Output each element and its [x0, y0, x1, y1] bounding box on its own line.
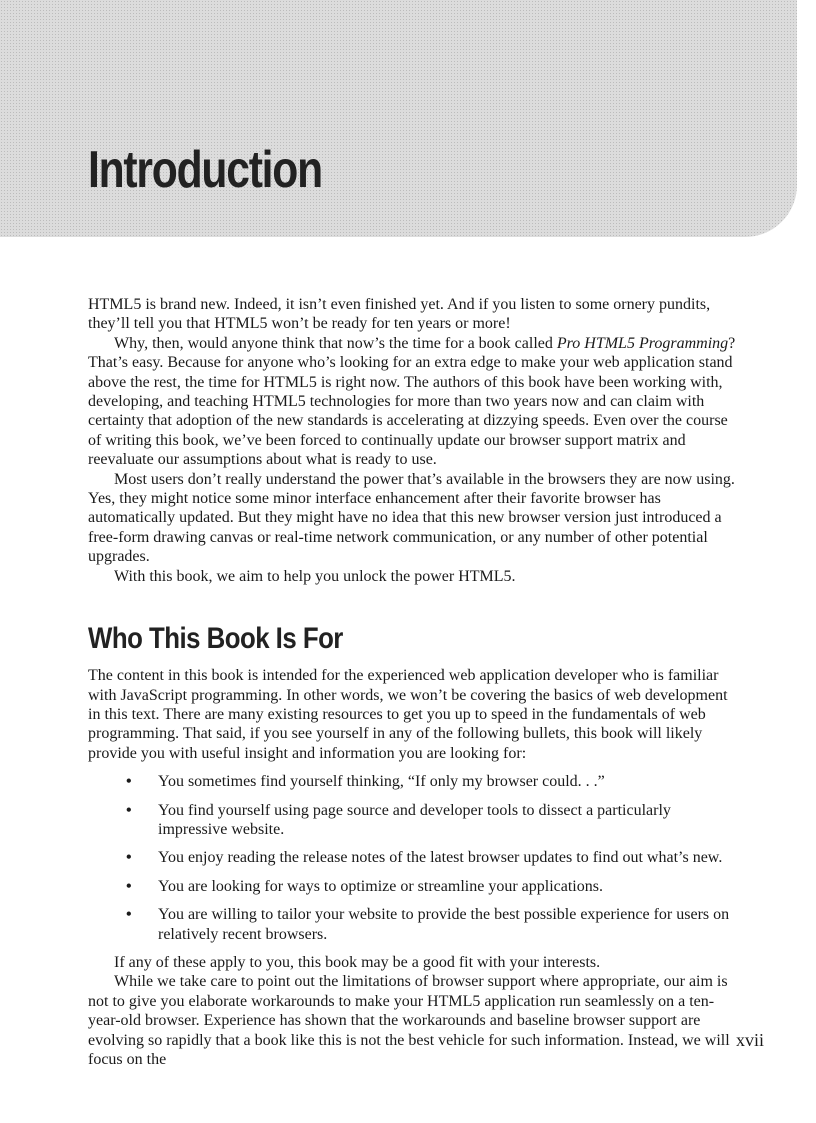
bullet-text: You are willing to tailor your website to provide the best possible experience for users on relatively recent browsers.: [158, 906, 730, 943]
bullet-item: [88, 801, 738, 840]
body-text: [88, 295, 738, 1069]
bullet-item: [88, 877, 738, 896]
intro-paragraph-1: HTML5 is brand new. Indeed, it isn’t even finished yet. And if you listen to some ornery pundits, they’ll tell you that HTML5 won’t be ready for ten years or more!: [88, 296, 711, 333]
intro-paragraph-2-text-a: Why, then, would anyone think that now’s the time for a book called: [114, 334, 557, 352]
bullet-item: [88, 772, 738, 791]
page-number: xvii: [735, 1030, 764, 1050]
bullet-text: You sometimes find yourself thinking, “If only my browser could. . .”: [158, 773, 605, 791]
bullet-icon: •: [126, 849, 132, 867]
intro-paragraph-4: With this book, we aim to help you unlock the power HTML5.: [114, 567, 516, 585]
intro-paragraph-2: [88, 334, 738, 470]
bullet-text: You are looking for ways to optimize or streamline your applications.: [158, 877, 603, 895]
chapter-title: Introduction: [88, 141, 322, 199]
section-heading: Who This Book Is For: [88, 622, 343, 656]
bullet-list: [88, 772, 738, 944]
book-title: Pro HTML5 Programming: [556, 334, 729, 352]
intro-paragraph-3: Most users don’t really understand the power that’s available in the browsers they are now using. Yes, they might notice some minor interface enhancement after their favorite browser has automatically updated. But they might have no idea that this new browser version just introduced a free-form drawing canvas or real-time network communication, or any number of other potential upgrades.: [88, 470, 735, 566]
bullet-icon: •: [126, 773, 132, 791]
bullet-item: [88, 905, 738, 944]
section-paragraph-3: While we take care to point out the limitations of browser support where appropriate, our aim is not to give you elaborate workarounds to make your HTML5 application run seamlessly on a ten-year-old browser. Experience has shown that the workarounds and baseline browser support are evolving so rapidly that a book like this is not the best vehicle for such information. Instead, we will focus on the: [88, 973, 730, 1068]
bullet-icon: •: [126, 906, 132, 924]
intro-paragraph-2-text-b: ? That’s easy. Because for anyone who’s looking for an extra edge to make your web application stand above the rest, the time for HTML5 is right now. The authors of this book have been working with, developing, and teaching HTML5 technologies for more than two years now and can claim with certainty that adoption of the new standards is accelerating at dizzying speeds. Even over the course of writing this book, we’ve been forced to continually update our browser support matrix and reevaluate our assumptions about what is ready to use.: [88, 334, 736, 469]
bullet-icon: •: [126, 801, 132, 819]
chapter-banner: [0, 0, 797, 237]
section-paragraph-1: The content in this book is intended for the experienced web application developer who is familiar with JavaScript programming. In other words, we won’t be covering the basics of web development in this text. There are many existing resources to get you up to speed in the fundamentals of web programming. That said, if you see yourself in any of the following bullets, this book will likely provide you with useful insight and information you are looking for:: [88, 667, 728, 762]
bullet-text: You find yourself using page source and developer tools to dissect a particularly impressive website.: [158, 801, 671, 838]
bullet-icon: •: [126, 877, 132, 895]
bullet-text: You enjoy reading the release notes of the latest browser updates to find out what’s new.: [158, 849, 723, 867]
section-paragraph-2: If any of these apply to you, this book may be a good fit with your interests.: [114, 953, 601, 971]
bullet-item: [88, 848, 738, 867]
